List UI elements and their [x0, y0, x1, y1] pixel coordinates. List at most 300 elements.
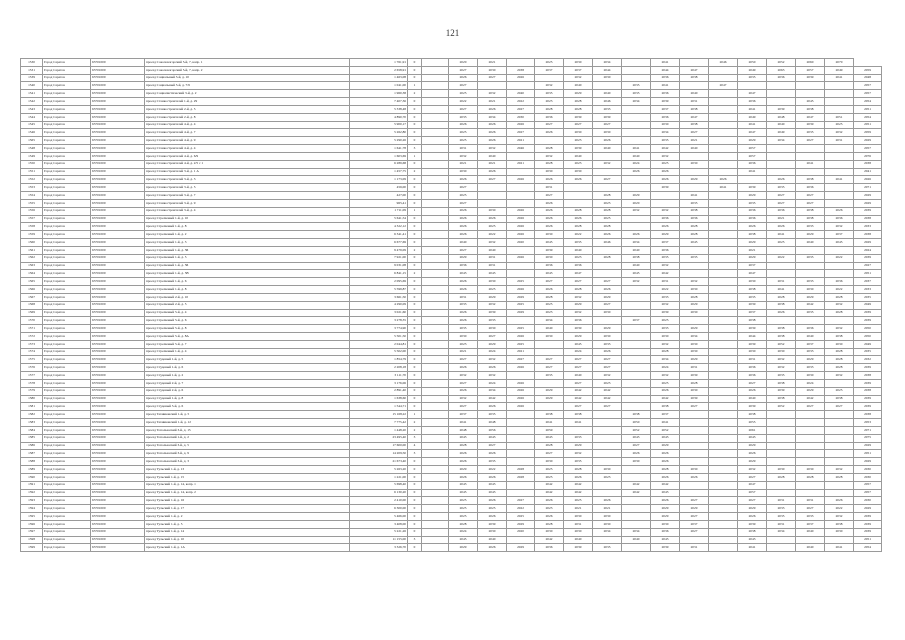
- year-cell: [422, 293, 449, 301]
- row-number-cell: 1563: [21, 262, 43, 270]
- row-number-cell: 1586: [21, 442, 43, 450]
- year-cell: 2032: [535, 82, 564, 90]
- year-cell: 2028: [825, 293, 854, 301]
- table-row: [21, 466, 882, 474]
- year-cell: [709, 246, 738, 254]
- oktmo-code-cell: 63701000: [91, 231, 145, 239]
- table-row: [21, 520, 882, 528]
- cost-cell: 6 341,41: [350, 231, 408, 239]
- year-cell: 2030: [680, 309, 709, 317]
- count-cell: 3: [408, 450, 422, 458]
- table-row: [21, 105, 882, 113]
- year-cell: 2039: [738, 520, 767, 528]
- address-cell: проезд Студеный 1-й, д. 2: [145, 372, 350, 380]
- table-row: [21, 207, 882, 215]
- oktmo-code-cell: 63701000: [91, 152, 145, 160]
- year-cell: 2071: [854, 184, 882, 192]
- year-cell: 2039: [854, 403, 882, 411]
- year-cell: 2039: [738, 325, 767, 333]
- oktmo-code-cell: 63701000: [91, 395, 145, 403]
- year-cell: 2033: [449, 301, 478, 309]
- year-cell: 2031: [449, 293, 478, 301]
- cost-cell: 1 638,60: [350, 395, 408, 403]
- address-cell: проезд Стрелковый 5-й, д. 8: [145, 325, 350, 333]
- year-cell: [422, 332, 449, 340]
- count-cell: 0: [408, 348, 422, 356]
- city-cell: Город Саратов: [43, 278, 91, 286]
- year-cell: 2027: [825, 403, 854, 411]
- year-cell: 2027: [796, 137, 825, 145]
- year-cell: 2025: [651, 317, 680, 325]
- year-cell: 2032: [651, 262, 680, 270]
- city-cell: Город Саратов: [43, 379, 91, 387]
- year-cell: [507, 536, 535, 544]
- year-cell: 2029: [507, 293, 535, 301]
- year-cell: [622, 293, 651, 301]
- row-number-cell: 1556: [21, 207, 43, 215]
- row-number-cell: 1557: [21, 215, 43, 223]
- address-cell: проезд Стрелковый 5-й, д. 6: [145, 317, 350, 325]
- count-cell: 0: [408, 278, 422, 286]
- year-cell: 2035: [622, 82, 651, 90]
- row-number-cell: 1595: [21, 513, 43, 521]
- year-cell: 2025: [478, 505, 507, 513]
- year-cell: [593, 262, 622, 270]
- year-cell: [478, 184, 507, 192]
- count-cell: 0: [408, 301, 422, 309]
- year-cell: 2037: [854, 278, 882, 286]
- year-cell: 2048: [449, 426, 478, 434]
- count-cell: 0: [408, 286, 422, 294]
- year-cell: 2042: [535, 481, 564, 489]
- year-cell: 2026: [651, 387, 680, 395]
- year-cell: 2032: [767, 364, 796, 372]
- year-cell: 2026: [738, 513, 767, 521]
- year-cell: 2044: [651, 66, 680, 74]
- year-cell: [709, 434, 738, 442]
- year-cell: [622, 215, 651, 223]
- year-cell: 2038: [796, 215, 825, 223]
- year-cell: [767, 160, 796, 168]
- year-cell: [709, 505, 738, 513]
- year-cell: 2030: [738, 278, 767, 286]
- oktmo-code-cell: 63701000: [91, 356, 145, 364]
- year-cell: 2039: [738, 340, 767, 348]
- year-cell: 2038: [622, 254, 651, 262]
- oktmo-code-cell: 63701000: [91, 536, 145, 544]
- year-cell: [767, 270, 796, 278]
- row-number-cell: 1545: [21, 121, 43, 129]
- year-cell: 2021: [449, 348, 478, 356]
- row-number-cell: 1589: [21, 466, 43, 474]
- city-cell: Город Саратов: [43, 419, 91, 427]
- year-cell: 2034: [767, 528, 796, 536]
- count-cell: 0: [408, 121, 422, 129]
- address-cell: проезд Техниковский 1-й, д. 12: [145, 419, 350, 427]
- year-cell: [825, 168, 854, 176]
- year-cell: 2039: [478, 520, 507, 528]
- row-number-cell: 1581: [21, 403, 43, 411]
- year-cell: [680, 450, 709, 458]
- year-cell: [680, 317, 709, 325]
- count-cell: 0: [408, 74, 422, 82]
- cost-cell: 1 544,71: [350, 403, 408, 411]
- oktmo-code-cell: 63701000: [91, 426, 145, 434]
- year-cell: 2027: [507, 105, 535, 113]
- year-cell: [825, 105, 854, 113]
- year-cell: 2026: [651, 168, 680, 176]
- year-cell: [825, 145, 854, 153]
- year-cell: [709, 137, 738, 145]
- year-cell: 2040: [564, 372, 593, 380]
- year-cell: 2054: [854, 113, 882, 121]
- year-cell: 2026: [593, 137, 622, 145]
- year-cell: 2026: [478, 364, 507, 372]
- year-cell: 2038: [796, 207, 825, 215]
- year-cell: 2026: [478, 544, 507, 552]
- year-cell: [422, 90, 449, 98]
- table-row: [21, 184, 882, 192]
- year-cell: [507, 192, 535, 200]
- year-cell: 2036: [738, 372, 767, 380]
- count-cell: 0: [408, 489, 422, 497]
- oktmo-code-cell: 63701000: [91, 74, 145, 82]
- year-cell: 2023: [564, 160, 593, 168]
- year-cell: 2033: [651, 325, 680, 333]
- oktmo-code-cell: 63701000: [91, 497, 145, 505]
- count-cell: 0: [408, 254, 422, 262]
- year-cell: 2038: [622, 411, 651, 419]
- year-cell: 2029: [854, 199, 882, 207]
- year-cell: 2028: [535, 442, 564, 450]
- table-row: [21, 137, 882, 145]
- table-row: [21, 481, 882, 489]
- city-cell: Город Саратов: [43, 466, 91, 474]
- address-cell: проезд Стрелковый 1-й, д. 5: [145, 254, 350, 262]
- year-cell: 2026: [535, 207, 564, 215]
- year-cell: 2059: [854, 66, 882, 74]
- year-cell: 2038: [796, 176, 825, 184]
- year-cell: [422, 231, 449, 239]
- year-cell: [767, 411, 796, 419]
- year-cell: [507, 199, 535, 207]
- year-cell: [825, 199, 854, 207]
- year-cell: 2035: [796, 254, 825, 262]
- year-cell: 2025: [825, 121, 854, 129]
- year-cell: 2025: [449, 497, 478, 505]
- cost-cell: 1 603,69: [350, 152, 408, 160]
- year-cell: [709, 207, 738, 215]
- year-cell: 2026: [449, 223, 478, 231]
- year-cell: [796, 434, 825, 442]
- year-cell: 2040: [622, 262, 651, 270]
- year-cell: [825, 450, 854, 458]
- year-cell: 2040: [796, 544, 825, 552]
- year-cell: 2027: [507, 497, 535, 505]
- year-cell: 2025: [651, 160, 680, 168]
- row-number-cell: 1543: [21, 105, 43, 113]
- year-cell: 2029: [564, 301, 593, 309]
- year-cell: 2039: [564, 145, 593, 153]
- oktmo-code-cell: 63701000: [91, 105, 145, 113]
- year-cell: 2022: [449, 98, 478, 106]
- year-cell: 2032: [825, 129, 854, 137]
- year-cell: [422, 82, 449, 90]
- year-cell: [825, 379, 854, 387]
- year-cell: 2041: [651, 419, 680, 427]
- year-cell: 2027: [507, 129, 535, 137]
- year-cell: 2039: [738, 403, 767, 411]
- year-cell: 2047: [738, 270, 767, 278]
- year-cell: 2028: [564, 105, 593, 113]
- year-cell: 2021: [478, 98, 507, 106]
- year-cell: 2030: [796, 286, 825, 294]
- year-cell: [422, 458, 449, 466]
- year-cell: [767, 152, 796, 160]
- year-cell: [478, 199, 507, 207]
- cost-cell: 6 300,00: [350, 505, 408, 513]
- year-cell: 2027: [535, 192, 564, 200]
- cost-cell: 17 600,00: [350, 442, 408, 450]
- year-cell: 2031: [796, 497, 825, 505]
- year-cell: [709, 262, 738, 270]
- year-cell: [422, 113, 449, 121]
- year-cell: 2033: [651, 293, 680, 301]
- year-cell: [709, 387, 738, 395]
- year-cell: [825, 434, 854, 442]
- year-cell: [796, 90, 825, 98]
- row-number-cell: 1572: [21, 332, 43, 340]
- count-cell: 0: [408, 160, 422, 168]
- address-cell: проезд Стрелковый 1-й, д. 3Б: [145, 246, 350, 254]
- year-cell: 2028: [825, 356, 854, 364]
- year-cell: 2023: [449, 340, 478, 348]
- year-cell: 2030: [680, 466, 709, 474]
- year-cell: [535, 403, 564, 411]
- year-cell: 2030: [651, 121, 680, 129]
- year-cell: [796, 419, 825, 427]
- year-cell: 2023: [535, 98, 564, 106]
- year-cell: 2075: [854, 434, 882, 442]
- year-cell: 2042: [622, 489, 651, 497]
- year-cell: 2024: [651, 364, 680, 372]
- address-cell: проезд Стрелковый 1-й, д. 4: [145, 348, 350, 356]
- year-cell: [593, 536, 622, 544]
- year-cell: 2026: [478, 513, 507, 521]
- row-number-cell: 1553: [21, 184, 43, 192]
- year-cell: [709, 489, 738, 497]
- year-cell: [422, 207, 449, 215]
- year-cell: 2032: [449, 395, 478, 403]
- year-cell: 2022: [825, 254, 854, 262]
- count-cell: 0: [408, 98, 422, 106]
- count-cell: 1: [408, 82, 422, 90]
- year-cell: [564, 192, 593, 200]
- row-number-cell: 1576: [21, 364, 43, 372]
- year-cell: 2029: [738, 192, 767, 200]
- oktmo-code-cell: 63701000: [91, 192, 145, 200]
- oktmo-code-cell: 63701000: [91, 317, 145, 325]
- year-cell: 2027: [680, 513, 709, 521]
- year-cell: [622, 364, 651, 372]
- year-cell: 2041: [796, 160, 825, 168]
- year-cell: 2026: [593, 348, 622, 356]
- year-cell: [507, 372, 535, 380]
- year-cell: 2027: [767, 192, 796, 200]
- count-cell: 0: [408, 223, 422, 231]
- cost-cell: 1 221,00: [350, 473, 408, 481]
- year-cell: 2038: [680, 207, 709, 215]
- year-cell: 2024: [854, 246, 882, 254]
- count-cell: 0: [408, 176, 422, 184]
- year-cell: [507, 82, 535, 90]
- city-cell: Город Саратов: [43, 309, 91, 317]
- year-cell: 2025: [449, 137, 478, 145]
- year-cell: [709, 356, 738, 364]
- year-cell: 2032: [478, 356, 507, 364]
- city-cell: Город Саратов: [43, 536, 91, 544]
- oktmo-code-cell: 63701000: [91, 419, 145, 427]
- address-cell: проезд Соколовогорский 5-й, 7, копр. 1: [145, 59, 350, 67]
- year-cell: 2047: [680, 113, 709, 121]
- year-cell: [825, 411, 854, 419]
- row-number-cell: 1550: [21, 160, 43, 168]
- year-cell: [767, 481, 796, 489]
- row-number-cell: 1570: [21, 317, 43, 325]
- year-cell: 2036: [535, 262, 564, 270]
- year-cell: 2053: [854, 419, 882, 427]
- year-cell: [651, 199, 680, 207]
- year-cell: 2047: [738, 129, 767, 137]
- oktmo-code-cell: 63701000: [91, 59, 145, 67]
- address-cell: проезд Тульский 1-й, д. 10: [145, 536, 350, 544]
- year-cell: 2029: [796, 356, 825, 364]
- address-cell: проезд Станкостроителей 3-й, д. 4: [145, 207, 350, 215]
- year-cell: [796, 481, 825, 489]
- year-cell: 2045: [796, 98, 825, 106]
- address-cell: проезд Тульский 1-й, д. 17: [145, 505, 350, 513]
- year-cell: [680, 458, 709, 466]
- city-cell: Город Саратов: [43, 215, 91, 223]
- city-cell: Город Саратов: [43, 74, 91, 82]
- address-cell: проезд Студеный 2-й, д. 7: [145, 379, 350, 387]
- oktmo-code-cell: 63701000: [91, 505, 145, 513]
- year-cell: 2026: [535, 129, 564, 137]
- year-cell: 2031: [449, 145, 478, 153]
- year-cell: 2047: [680, 66, 709, 74]
- year-cell: [593, 442, 622, 450]
- cost-cell: 6 289,68: [350, 160, 408, 168]
- oktmo-code-cell: 63701000: [91, 246, 145, 254]
- oktmo-code-cell: 63701000: [91, 82, 145, 90]
- year-cell: 2026: [535, 215, 564, 223]
- year-cell: [622, 372, 651, 380]
- year-cell: 2029: [796, 387, 825, 395]
- address-cell: проезд Тульский 1-й, д. 14, копр. 2: [145, 489, 350, 497]
- year-cell: [767, 450, 796, 458]
- year-cell: 2029: [507, 309, 535, 317]
- oktmo-code-cell: 63701000: [91, 364, 145, 372]
- year-cell: 2023: [593, 473, 622, 481]
- row-number-cell: 1590: [21, 473, 43, 481]
- city-cell: Город Саратов: [43, 332, 91, 340]
- cost-cell: 7 407,36: [350, 98, 408, 106]
- year-cell: 2045: [449, 489, 478, 497]
- table-row: [21, 505, 882, 513]
- oktmo-code-cell: 63701000: [91, 481, 145, 489]
- year-cell: 2027: [738, 497, 767, 505]
- year-cell: [422, 505, 449, 513]
- cost-cell: 21 673,40: [350, 458, 408, 466]
- year-cell: 2024: [449, 528, 478, 536]
- year-cell: 2034: [478, 113, 507, 121]
- year-cell: 2043: [478, 434, 507, 442]
- year-cell: 2026: [507, 254, 535, 262]
- year-cell: 2032: [622, 278, 651, 286]
- year-cell: [709, 528, 738, 536]
- year-cell: 2036: [738, 98, 767, 106]
- city-cell: Город Саратов: [43, 317, 91, 325]
- year-cell: 2032: [564, 74, 593, 82]
- year-cell: 2033: [767, 505, 796, 513]
- oktmo-code-cell: 63701000: [91, 223, 145, 231]
- year-cell: 2025: [449, 129, 478, 137]
- year-cell: 2027: [478, 442, 507, 450]
- count-cell: 0: [408, 356, 422, 364]
- table-row: [21, 364, 882, 372]
- year-cell: 2055: [738, 419, 767, 427]
- count-cell: 0: [408, 184, 422, 192]
- cost-cell: 6 130,20: [350, 489, 408, 497]
- year-cell: [825, 426, 854, 434]
- year-cell: [593, 82, 622, 90]
- year-cell: 2057: [796, 66, 825, 74]
- year-cell: 2029: [680, 505, 709, 513]
- year-cell: 2029: [738, 505, 767, 513]
- year-cell: [825, 536, 854, 544]
- year-cell: 2028: [593, 192, 622, 200]
- year-cell: [767, 262, 796, 270]
- year-cell: 2026: [564, 215, 593, 223]
- year-cell: 2032: [593, 372, 622, 380]
- row-number-cell: 1559: [21, 231, 43, 239]
- city-cell: Город Саратов: [43, 293, 91, 301]
- count-cell: 2: [408, 246, 422, 254]
- year-cell: 2021: [680, 137, 709, 145]
- year-cell: 2041: [825, 544, 854, 552]
- year-cell: 2028: [564, 223, 593, 231]
- count-cell: 0: [408, 340, 422, 348]
- year-cell: 2028: [651, 466, 680, 474]
- table-row: [21, 145, 882, 153]
- year-cell: 2027: [449, 379, 478, 387]
- cost-cell: 4 290,09: [350, 301, 408, 309]
- city-cell: Город Саратов: [43, 199, 91, 207]
- city-cell: Город Саратов: [43, 364, 91, 372]
- year-cell: [593, 246, 622, 254]
- year-cell: 2039: [651, 98, 680, 106]
- year-cell: 2030: [478, 278, 507, 286]
- year-cell: 2026: [507, 403, 535, 411]
- year-cell: [507, 246, 535, 254]
- city-cell: Город Саратов: [43, 286, 91, 294]
- table-row: [21, 278, 882, 286]
- year-cell: 2032: [622, 207, 651, 215]
- year-cell: 2036: [738, 364, 767, 372]
- cost-cell: 3 661,50: [350, 293, 408, 301]
- cost-cell: 4 890,70: [350, 113, 408, 121]
- oktmo-code-cell: 63701000: [91, 473, 145, 481]
